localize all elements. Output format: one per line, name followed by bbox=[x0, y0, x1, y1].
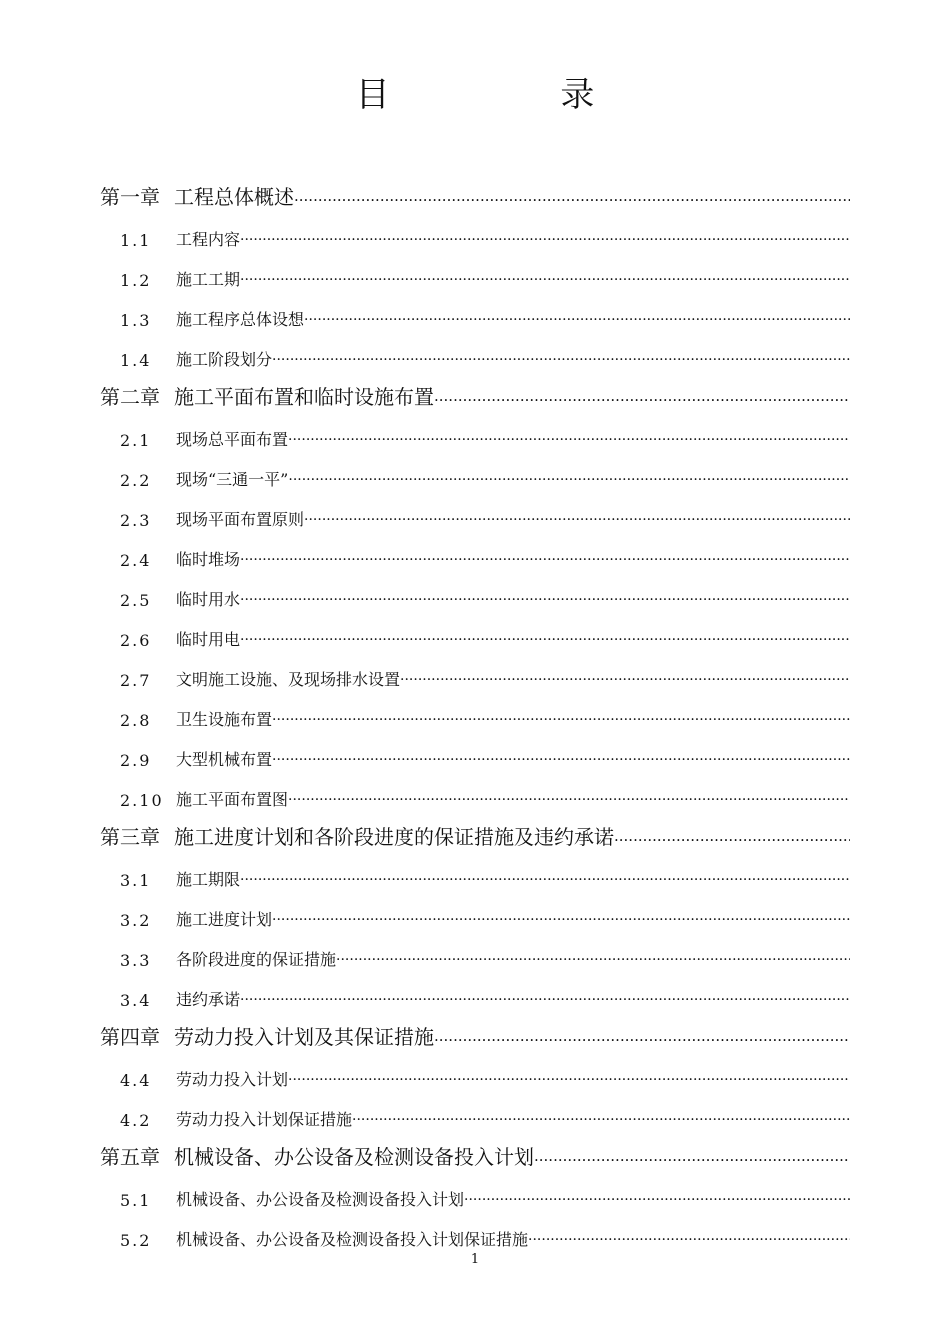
toc-entry-number: 4.4 bbox=[120, 1071, 152, 1090]
toc-entry-number: 2.10 bbox=[120, 791, 164, 810]
toc-section-entry[interactable] bbox=[100, 450, 850, 490]
toc-section-entry[interactable] bbox=[100, 250, 850, 290]
toc-entry-title: 劳动力投入计划及其保证措施 bbox=[174, 1025, 434, 1049]
table-of-contents bbox=[100, 170, 850, 1250]
toc-entry-title: 施工平面布置图 bbox=[176, 790, 289, 809]
toc-entry-title: 施工阶段划分 bbox=[176, 350, 273, 369]
toc-leader-dots bbox=[336, 950, 850, 970]
toc-section-entry[interactable] bbox=[100, 930, 850, 970]
toc-section-entry[interactable] bbox=[100, 1090, 850, 1130]
toc-entry-title: 施工平面布置和临时设施布置 bbox=[174, 385, 434, 409]
toc-leader-dots bbox=[240, 990, 850, 1010]
toc-leader-dots bbox=[288, 1070, 850, 1090]
toc-entry-number: 2.8 bbox=[120, 711, 152, 730]
toc-entry-title: 工程总体概述 bbox=[174, 185, 294, 209]
toc-leader-dots bbox=[240, 590, 850, 610]
toc-entry-number: 第五章 bbox=[100, 1145, 160, 1169]
toc-section-entry[interactable] bbox=[100, 610, 850, 650]
toc-entry-number: 5.1 bbox=[120, 1191, 152, 1210]
toc-entry-number: 2.5 bbox=[120, 591, 152, 610]
toc-entry-number: 3.1 bbox=[120, 871, 152, 890]
toc-leader-dots bbox=[240, 550, 850, 570]
toc-leader-dots bbox=[534, 1150, 850, 1170]
page-title: 目 录 bbox=[355, 75, 675, 115]
toc-leader-dots bbox=[272, 350, 850, 370]
toc-entry-title: 施工进度计划 bbox=[176, 910, 273, 929]
toc-entry-title: 卫生设施布置 bbox=[176, 710, 273, 729]
toc-entry-title: 临时用水 bbox=[176, 590, 241, 609]
toc-entry-number: 第三章 bbox=[100, 825, 160, 849]
toc-entry-number: 3.4 bbox=[120, 991, 152, 1010]
toc-section-entry[interactable] bbox=[100, 210, 850, 250]
toc-chapter-entry[interactable] bbox=[100, 170, 850, 210]
toc-entry-title: 现场总平面布置 bbox=[176, 430, 289, 449]
toc-entry-number: 2.3 bbox=[120, 511, 152, 530]
toc-entry-title: 施工进度计划和各阶段进度的保证措施及违约承诺 bbox=[174, 825, 614, 849]
toc-section-entry[interactable] bbox=[100, 1050, 850, 1090]
toc-leader-dots bbox=[434, 390, 850, 410]
toc-leader-dots bbox=[352, 1110, 850, 1130]
toc-section-entry[interactable] bbox=[100, 330, 850, 370]
toc-entry-title: 违约承诺 bbox=[176, 990, 241, 1009]
toc-leader-dots bbox=[240, 270, 850, 290]
toc-leader-dots bbox=[272, 910, 850, 930]
toc-leader-dots bbox=[304, 310, 850, 330]
toc-leader-dots bbox=[294, 190, 850, 210]
toc-chapter-entry[interactable] bbox=[100, 810, 850, 850]
toc-entry-number: 3.2 bbox=[120, 911, 152, 930]
toc-entry-number: 1.1 bbox=[120, 231, 152, 250]
toc-chapter-entry[interactable] bbox=[100, 1010, 850, 1050]
toc-entry-title: 施工工期 bbox=[176, 270, 241, 289]
toc-section-entry[interactable] bbox=[100, 970, 850, 1010]
page-number: 1 bbox=[470, 1252, 480, 1267]
toc-section-entry[interactable] bbox=[100, 530, 850, 570]
toc-chapter-entry[interactable] bbox=[100, 1130, 850, 1170]
toc-leader-dots bbox=[464, 1190, 850, 1210]
toc-section-entry[interactable] bbox=[100, 650, 850, 690]
toc-entry-title: 临时用电 bbox=[176, 630, 241, 649]
toc-entry-number: 第二章 bbox=[100, 385, 160, 409]
toc-leader-dots bbox=[304, 510, 850, 530]
toc-entry-number: 1.4 bbox=[120, 351, 152, 370]
toc-entry-title: 劳动力投入计划 bbox=[176, 1070, 289, 1089]
toc-entry-number: 2.1 bbox=[120, 431, 152, 450]
toc-chapter-entry[interactable] bbox=[100, 370, 850, 410]
toc-entry-title: 施工期限 bbox=[176, 870, 241, 889]
toc-leader-dots bbox=[272, 710, 850, 730]
toc-leader-dots bbox=[528, 1230, 850, 1250]
toc-entry-title: 大型机械布置 bbox=[176, 750, 273, 769]
toc-section-entry[interactable] bbox=[100, 290, 850, 330]
toc-entry-title: 工程内容 bbox=[176, 230, 241, 249]
toc-entry-title: 文明施工设施、及现场排水设置 bbox=[176, 670, 401, 689]
toc-entry-title: 施工程序总体设想 bbox=[176, 310, 305, 329]
toc-leader-dots bbox=[288, 430, 850, 450]
toc-leader-dots bbox=[240, 870, 850, 890]
toc-leader-dots bbox=[240, 630, 850, 650]
toc-entry-title: 机械设备、办公设备及检测设备投入计划 bbox=[176, 1190, 465, 1209]
toc-section-entry[interactable] bbox=[100, 410, 850, 450]
toc-entry-number: 第四章 bbox=[100, 1025, 160, 1049]
toc-entry-number: 2.2 bbox=[120, 471, 152, 490]
toc-entry-title: 机械设备、办公设备及检测设备投入计划保证措施 bbox=[176, 1230, 529, 1249]
toc-section-entry[interactable] bbox=[100, 890, 850, 930]
toc-section-entry[interactable] bbox=[100, 850, 850, 890]
toc-entry-number: 3.3 bbox=[120, 951, 152, 970]
toc-entry-title: 现场平面布置原则 bbox=[176, 510, 305, 529]
toc-leader-dots bbox=[272, 750, 850, 770]
toc-entry-title: 临时堆场 bbox=[176, 550, 241, 569]
toc-entry-number: 1.3 bbox=[120, 311, 152, 330]
toc-leader-dots bbox=[614, 830, 850, 850]
toc-entry-number: 2.7 bbox=[120, 671, 152, 690]
toc-leader-dots bbox=[434, 1030, 850, 1050]
toc-entry-number: 5.2 bbox=[120, 1231, 152, 1250]
toc-entry-number: 1.2 bbox=[120, 271, 152, 290]
toc-leader-dots bbox=[240, 230, 850, 250]
toc-entry-title: 劳动力投入计划保证措施 bbox=[176, 1110, 353, 1129]
toc-section-entry[interactable] bbox=[100, 1170, 850, 1210]
toc-entry-number: 2.6 bbox=[120, 631, 152, 650]
toc-section-entry[interactable] bbox=[100, 570, 850, 610]
toc-leader-dots bbox=[288, 470, 850, 490]
toc-section-entry[interactable] bbox=[100, 690, 850, 730]
toc-section-entry[interactable] bbox=[100, 1210, 850, 1250]
toc-entry-number: 2.4 bbox=[120, 551, 152, 570]
toc-section-entry[interactable] bbox=[100, 730, 850, 770]
toc-entry-number: 2.9 bbox=[120, 751, 152, 770]
toc-section-entry[interactable] bbox=[100, 770, 850, 810]
toc-entry-number: 4.2 bbox=[120, 1111, 152, 1130]
toc-entry-title: 机械设备、办公设备及检测设备投入计划 bbox=[174, 1145, 534, 1169]
toc-entry-title: 现场“三通一平” bbox=[176, 470, 289, 489]
toc-entry-title: 各阶段进度的保证措施 bbox=[176, 950, 337, 969]
toc-entry-number: 第一章 bbox=[100, 185, 160, 209]
toc-leader-dots bbox=[400, 670, 850, 690]
toc-leader-dots bbox=[288, 790, 850, 810]
toc-section-entry[interactable] bbox=[100, 490, 850, 530]
